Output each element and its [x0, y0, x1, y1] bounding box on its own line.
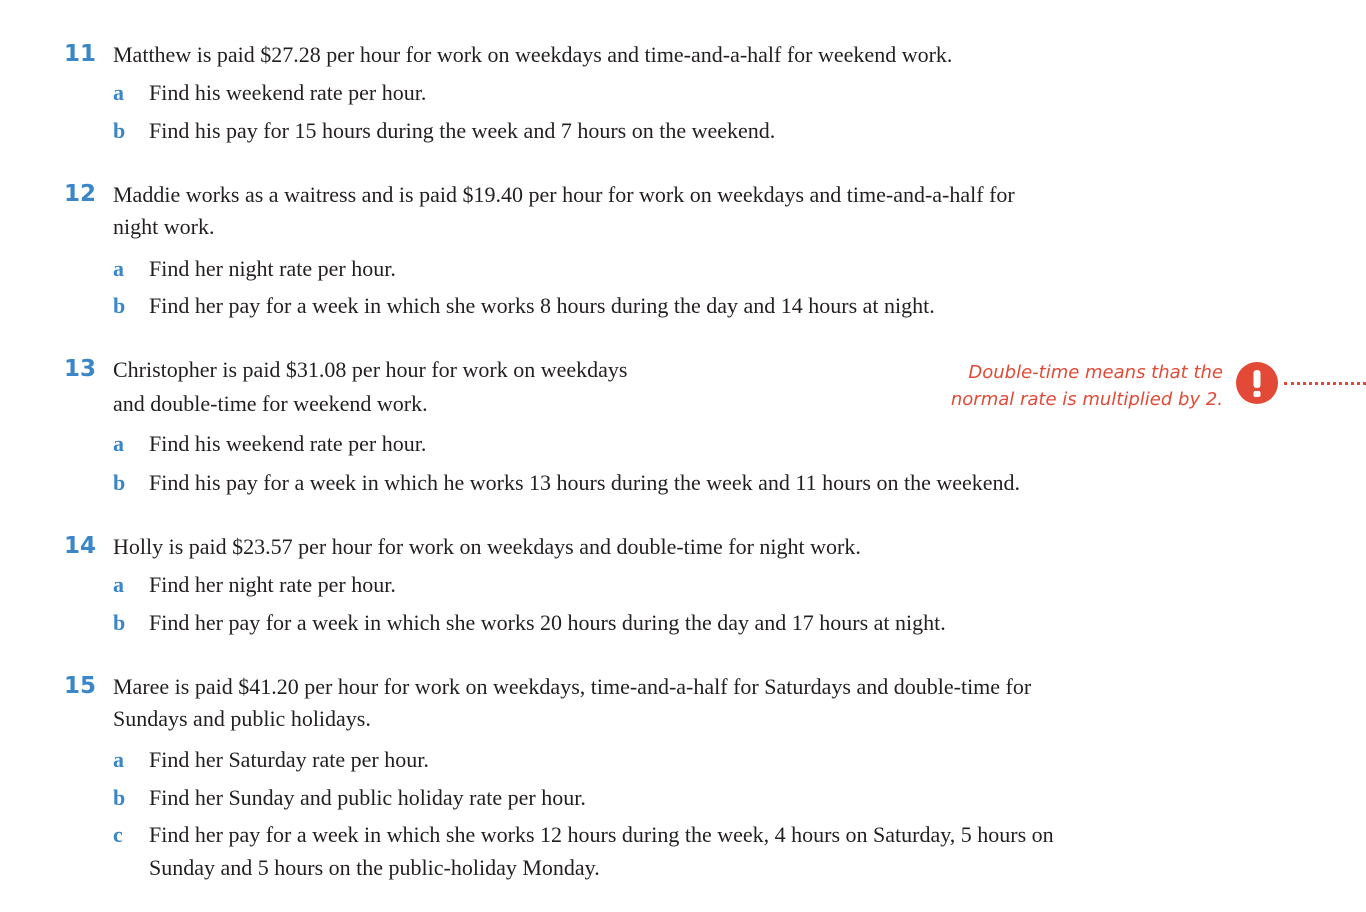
question-14-part-b: [113, 608, 946, 637]
margin-note-line: normal rate is multiplied by 2.: [950, 389, 1223, 410]
part-text-continued: Sunday and 5 hours on the public-holiday Monday.: [149, 855, 600, 880]
question-number: 13: [64, 356, 97, 382]
part-letter: b: [113, 470, 126, 495]
question-text: Christopher is paid $31.08 per hour for work on weekdays: [113, 357, 628, 382]
part-letter: b: [113, 293, 126, 318]
part-letter: a: [113, 431, 124, 456]
part-letter: b: [113, 610, 126, 635]
part-text: Find her pay for a week in which she works 12 hours during the week, 4 hours on Saturday, 5 hours on: [149, 822, 1054, 847]
part-letter: a: [113, 747, 124, 772]
question-12-part-b: [113, 291, 935, 320]
part-letter: a: [113, 572, 124, 597]
part-text: Find her night rate per hour.: [149, 256, 396, 281]
part-letter: c: [113, 822, 123, 847]
question-12-part-a: [113, 254, 396, 283]
question-13-part-a: [113, 429, 426, 458]
part-text: Find her pay for a week in which she works 20 hours during the day and 17 hours at night.: [149, 610, 946, 635]
question-11-part-b: [113, 116, 775, 145]
exclamation-icon: [1236, 362, 1278, 404]
question-text: Holly is paid $23.57 per hour for work on weekdays and double-time for night work.: [113, 534, 861, 559]
question-text-continued: Sundays and public holidays.: [113, 706, 371, 731]
part-text: Find her night rate per hour.: [149, 572, 396, 597]
margin-note-line: Double-time means that the: [968, 362, 1223, 383]
question-text-continued: and double-time for weekend work.: [113, 391, 428, 416]
question-15-part-b: [113, 783, 586, 812]
question-number: 14: [64, 533, 97, 559]
question-15-part-c: [113, 820, 1054, 849]
part-text: Find her Sunday and public holiday rate per hour.: [149, 785, 586, 810]
part-text: Find her Saturday rate per hour.: [149, 747, 429, 772]
part-letter: a: [113, 80, 124, 105]
question-number: 11: [64, 41, 97, 67]
part-text: Find her pay for a week in which she works 8 hours during the day and 14 hours at night.: [149, 293, 935, 318]
question-text: Matthew is paid $27.28 per hour for work on weekdays and time-and-a-half for weekend work.: [113, 42, 953, 67]
part-text: Find his weekend rate per hour.: [149, 431, 427, 456]
part-letter: a: [113, 256, 124, 281]
question-text: Maree is paid $41.20 per hour for work on weekdays, time-and-a-half for Saturdays and double-time for: [113, 674, 1032, 699]
part-letter: b: [113, 785, 126, 810]
question-11-part-a: [113, 78, 426, 107]
question-number: 12: [64, 181, 97, 207]
question-number: 15: [64, 673, 97, 699]
part-letter: b: [113, 118, 126, 143]
part-text: Find his pay for a week in which he works 13 hours during the week and 11 hours on the weekend.: [149, 470, 1021, 495]
question-15-part-a: [113, 745, 429, 774]
part-text: Find his pay for 15 hours during the week and 7 hours on the weekend.: [149, 118, 776, 143]
question-text-continued: night work.: [113, 214, 215, 239]
note-leader-dots: [1284, 382, 1366, 385]
question-14-part-a: [113, 570, 396, 599]
part-text: Find his weekend rate per hour.: [149, 80, 427, 105]
question-text: Maddie works as a waitress and is paid $19.40 per hour for work on weekdays and time-and-a-half for: [113, 182, 1015, 207]
margin-note: [900, 359, 1223, 413]
question-13-part-b: [113, 468, 1020, 497]
